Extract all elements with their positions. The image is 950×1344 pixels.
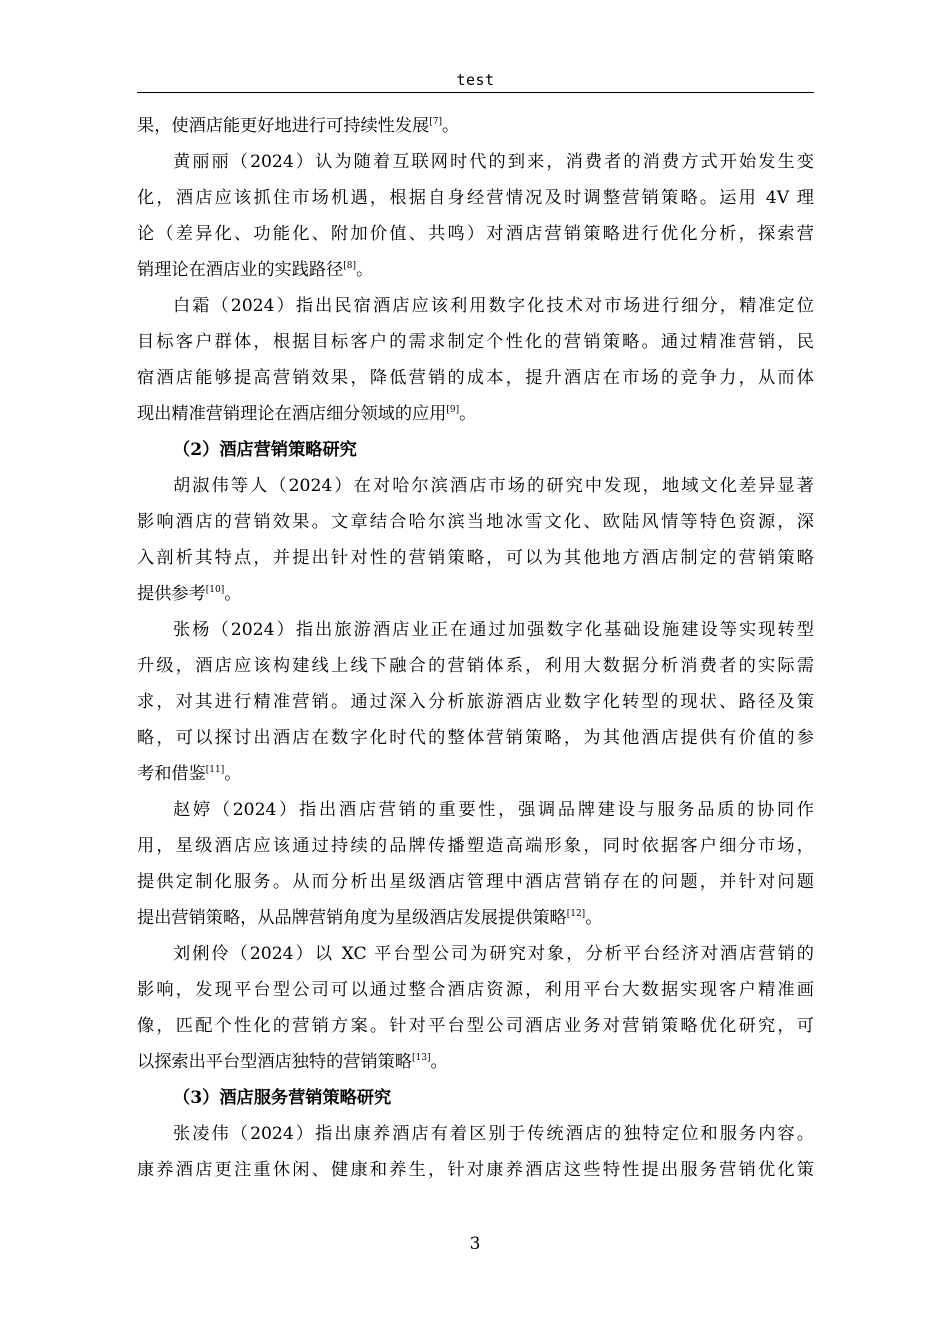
paragraph-line: 提供定制化服务。从而分析出星级酒店管理中酒店营销存在的问题，并针对问题	[137, 872, 814, 892]
paragraph-line: 用，星级酒店应该通过持续的品牌传播塑造高端形象，同时依据客户细分市场，	[137, 836, 814, 856]
paragraph-last-line: 提供参考[10]。	[137, 584, 242, 604]
paragraph-line: 影响酒店的营销效果。文章结合哈尔滨当地冰雪文化、欧陆风情等特色资源，深	[137, 512, 814, 532]
paragraph-line: 目标客户群体，根据目标客户的需求制定个性化的营销策略。通过精准营销，民	[137, 332, 814, 352]
paragraph-line: 像，匹配个性化的营销方案。针对平台型公司酒店业务对营销策略优化研究，可	[137, 1016, 814, 1036]
paragraph-line: 入剖析其特点，并提出针对性的营销策略，可以为其他地方酒店制定的营销策略	[137, 548, 814, 568]
section-heading: （3）酒店服务营销策略研究	[173, 1088, 392, 1108]
paragraph-last-line: 考和借鉴[11]。	[137, 764, 242, 784]
citation-ref: [8]	[343, 261, 357, 271]
paragraph-last-line: 现出精准营销理论在酒店细分领域的应用[9]。	[137, 404, 477, 424]
paragraph-last-line: 提出营销策略，从品牌营销角度为星级酒店发展提供策略[12]。	[137, 908, 603, 928]
paragraph-line: 升级，酒店应该构建线上线下融合的营销体系，利用大数据分析消费者的实际需	[137, 656, 814, 676]
paragraph-first-line: 刘俐伶（2024）以 XC 平台型公司为研究对象，分析平台经济对酒店营销的	[173, 944, 814, 964]
citation-ref: [12]	[566, 909, 586, 919]
citation-ref: [7]	[429, 117, 442, 127]
paragraph-first-line: 白霜（2024）指出民宿酒店应该利用数字化技术对市场进行细分，精准定位	[173, 296, 814, 316]
running-header: test	[456, 71, 495, 89]
body-text	[137, 108, 814, 1188]
citation-ref: [13]	[412, 1053, 431, 1063]
page-number: 3	[469, 1234, 481, 1254]
paragraph-line: 求，对其进行精准营销。通过深入分析旅游酒店业数字化转型的现状、路径及策	[137, 692, 814, 712]
paragraph-line: 宿酒店能够提高营销效果，降低营销的成本，提升酒店在市场的竞争力，从而体	[137, 368, 814, 388]
paragraph-line-continuation: 果，使酒店能更好地进行可持续性发展[7]。	[137, 116, 460, 136]
paragraph-line: 影响，发现平台型公司可以通过整合酒店资源，利用平台大数据实现客户精准画	[137, 980, 814, 1000]
header-rule	[137, 92, 814, 93]
paragraph-line: 略，可以探讨出酒店在数字化时代的整体营销策略，为其他酒店提供有价值的参	[137, 728, 814, 748]
paragraph-first-line: 黄丽丽（2024）认为随着互联网时代的到来，消费者的消费方式开始发生变	[173, 152, 814, 172]
citation-ref: [9]	[446, 405, 460, 415]
paragraph-line: 论（差异化、功能化、附加价值、共鸣）对酒店营销策略进行优化分析，探索营	[137, 224, 814, 244]
section-heading: （2）酒店营销策略研究	[173, 440, 357, 460]
paragraph-last-line: 以探索出平台型酒店独特的营销策略[13]。	[137, 1052, 448, 1072]
paragraph-first-line: 张杨（2024）指出旅游酒店业正在通过加强数字化基础设施建设等实现转型	[173, 620, 814, 640]
paragraph-first-line: 张凌伟（2024）指出康养酒店有着区别于传统酒店的独特定位和服务内容。	[173, 1124, 814, 1144]
paragraph-first-line: 赵婷（2024）指出酒店营销的重要性，强调品牌建设与服务品质的协同作	[173, 800, 814, 820]
paragraph-first-line: 胡淑伟等人（2024）在对哈尔滨酒店市场的研究中发现，地域文化差异显著	[173, 476, 814, 496]
paragraph-last-line: 销理论在酒店业的实践路径[8]。	[137, 260, 374, 280]
citation-ref: [10]	[205, 585, 225, 595]
paragraph-line: 康养酒店更注重休闲、健康和养生，针对康养酒店这些特性提出服务营销优化策	[137, 1160, 814, 1180]
citation-ref: [11]	[205, 765, 225, 775]
paragraph-line: 化，酒店应该抓住市场机遇，根据自身经营情况及时调整营销策略。运用 4V 理	[137, 188, 814, 208]
